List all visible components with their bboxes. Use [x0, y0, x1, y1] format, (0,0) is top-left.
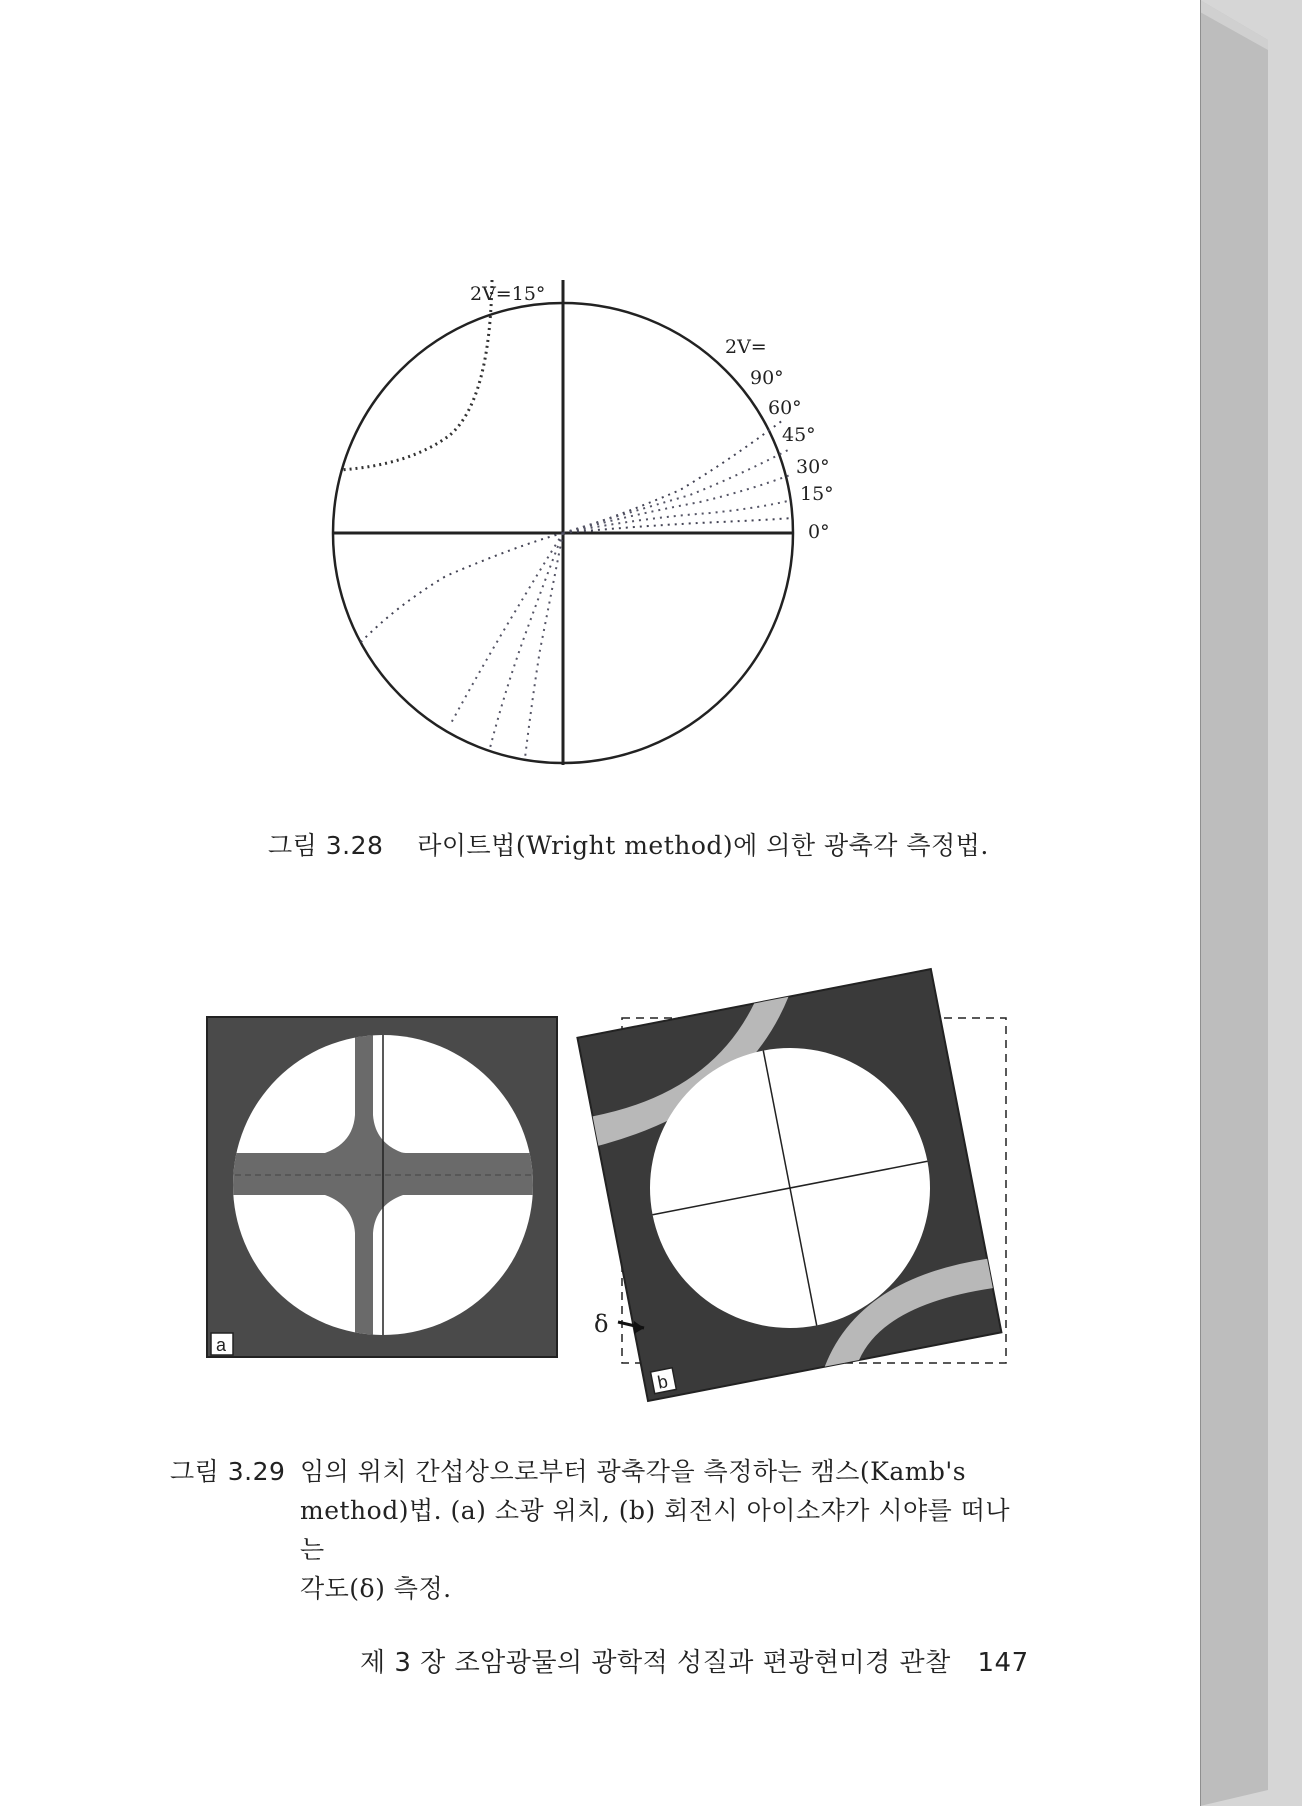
- delta-label: δ: [594, 1310, 609, 1338]
- figure-3-28-caption: [268, 826, 989, 862]
- panel-b-label: b: [655, 1371, 670, 1393]
- caption-text: 라이트법(Wright method)에 의한 광축각 측정법.: [417, 831, 989, 860]
- caption-line-1: 임의 위치 간섭상으로부터 광축각을 측정하는 캠스(Kamb's: [300, 1457, 967, 1486]
- panel-a-label: a: [216, 1335, 227, 1355]
- kamb-panel-b: [580, 970, 1000, 1393]
- wright-method-diagram: [320, 270, 850, 770]
- caption-line-2: method)법. (a) 소광 위치, (b) 회전시 아이소쟈가 시야를 떠나는: [300, 1496, 1011, 1564]
- label-2v-15: 2V=15°: [470, 283, 546, 305]
- running-footer: [360, 1642, 1029, 1679]
- caption-label: 그림 3.28: [268, 831, 384, 860]
- chapter-title: 제 3 장 조암광물의 광학적 성질과 편광현미경 관찰: [360, 1648, 951, 1678]
- angle-label-90: 90°: [750, 367, 784, 389]
- caption-label: 그림 3.29: [170, 1457, 286, 1486]
- angle-label-60: 60°: [768, 397, 802, 419]
- page-number: 147: [977, 1648, 1029, 1678]
- angle-label-30: 30°: [796, 456, 830, 478]
- caption-line-3: 각도(δ) 측정.: [300, 1574, 452, 1603]
- angle-label-45: 45°: [782, 424, 816, 446]
- figure-3-29-caption: [170, 1452, 1030, 1608]
- angle-label-0: 0°: [808, 521, 830, 543]
- angle-label-15: 15°: [800, 483, 834, 505]
- kamb-panel-a: [205, 1015, 561, 1361]
- label-2v: 2V=: [725, 336, 767, 358]
